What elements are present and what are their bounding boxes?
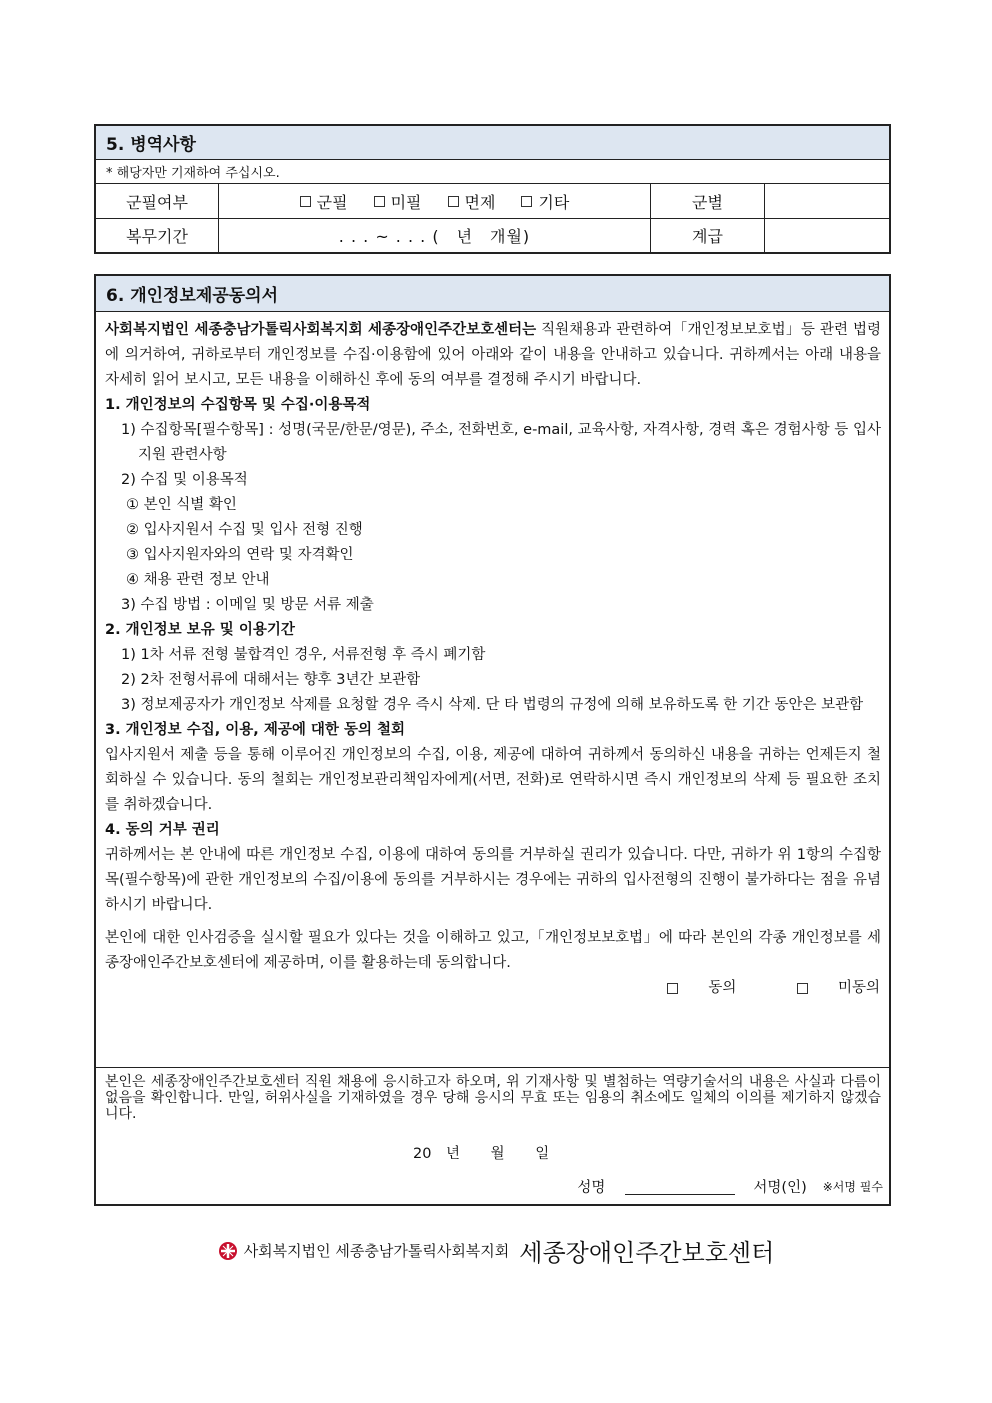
name-field[interactable] — [625, 1178, 735, 1195]
agreement-text: 본인에 대한 인사검증을 실시할 필요가 있다는 것을 이해하고 있고,「개인정보보호법」에 따라 본인의 각종 개인정보를 세종장애인주간보호센터에 제공하며, 이를 활용하는데 동의합니다. — [105, 930, 881, 971]
military-title: 5. 병역사항 — [96, 126, 889, 160]
item-1-2b: ② 입사지원서 수집 및 입사 전형 진행 — [126, 522, 363, 538]
item-2-2: 2) 2차 전형서류에 대해서는 향후 3년간 보관함 — [121, 672, 421, 688]
option-served[interactable]: 군필 — [300, 190, 348, 213]
sign-label: 서명(인) — [753, 1180, 807, 1196]
declaration-text: 본인은 세종장애인주간보호센터 직원 채용에 응시하고자 하오며, 위 기재사항 및 별첨하는 역량기술서의 내용은 사실과 다름이 없음을 확인합니다. 만일, 허위사실을 기재하였을 경우 당해 응시의 무효 또는 임용의 취소에도 일체의 이의를 제기하지 않겠습니다. — [105, 1074, 881, 1122]
agree-option[interactable]: 동의 — [639, 976, 736, 1001]
consent-section — [94, 274, 891, 1206]
section-1-title: 1. 개인정보의 수집항목 및 수집·이용목적 — [105, 397, 371, 413]
checkbox-icon[interactable] — [448, 196, 459, 207]
option-other[interactable]: 기타 — [521, 190, 569, 213]
intro-paragraph: 사회복지법인 세종충남가톨릭사회복지회 세종장애인주간보호센터는 직원채용과 관련하여「개인정보보호법」등 관련 법령에 의거하여, 귀하로부터 개인정보를 수집·이용함에 있어 아래와 같이 내용을 안내하고 있습니다. 귀하께서는 아래 내용을 자세히 읽어 보시고, 모든 내용을 이해하신 후에 동의 여부를 결정해 주시기 바랍니다. — [105, 322, 881, 388]
footer-org: 사회복지법인 세종충남가톨릭사회복지회 — [243, 1242, 510, 1260]
military-status-row — [96, 184, 889, 218]
footer — [0, 1233, 992, 1268]
item-1-2d: ④ 채용 관련 정보 안내 — [126, 572, 270, 588]
section-4-text: 귀하께서는 본 안내에 따른 개인정보 수집, 이용에 대하여 동의를 거부하실 권리가 있습니다. 다만, 귀하가 위 1항의 수집항목(필수항목)에 관한 개인정보의 수집/이용에 동의를 거부하시는 경우에는 귀하의 입사전형의 진행이 불가하다는 점을 유념하시기 바랍니다. — [105, 847, 881, 913]
service-period-label: 복무기간 — [96, 219, 219, 252]
catholic-cross-logo-icon — [218, 1241, 238, 1261]
checkbox-icon[interactable] — [300, 196, 311, 207]
item-1-2a: ① 본인 식별 확인 — [126, 497, 237, 513]
military-status-label: 군필여부 — [96, 184, 219, 218]
checkbox-icon[interactable] — [521, 196, 532, 207]
date-day[interactable]: 일 — [535, 1146, 550, 1162]
section-2-title: 2. 개인정보 보유 및 이용기간 — [105, 622, 295, 638]
service-period-field[interactable]: . . . ~ . . . ( 년 개월) — [219, 219, 651, 252]
sign-required-note: ※서명 필수 — [822, 1180, 883, 1194]
rank-label: 계급 — [651, 219, 765, 252]
checkbox-icon[interactable] — [667, 983, 678, 994]
agreement-choices — [105, 976, 881, 1003]
date-line — [413, 1142, 575, 1163]
divider — [96, 1067, 889, 1068]
branch-field[interactable] — [765, 184, 889, 218]
military-note: * 해당자만 기재하여 주십시오. — [96, 160, 889, 184]
item-1-3: 3) 수집 방법 : 이메일 및 방문 서류 제출 — [121, 597, 374, 613]
disagree-option[interactable]: 미동의 — [769, 976, 880, 1001]
item-1-1: 1) 수집항목[필수항목] : 성명(국문/한문/영문), 주소, 전화번호, e-mail, 교육사항, 자격사항, 경력 혹은 경험사항 등 입사지원 관련사항 — [121, 422, 881, 463]
section-3-text: 입사지원서 제출 등을 통해 이루어진 개인정보의 수집, 이용, 제공에 대하여 귀하께서 동의하신 내용을 귀하는 언제든지 철회하실 수 있습니다. 동의 철회는 개인정보관리책임자에게(서면, 전화)로 연락하시면 즉시 개인정보의 삭제 등 필요한 조치를 취하겠습니다. — [105, 747, 881, 813]
military-period-row — [96, 218, 889, 252]
checkbox-icon[interactable] — [797, 983, 808, 994]
intro-org: 사회복지법인 세종충남가톨릭사회복지회 세종장애인주간보호센터는 — [105, 322, 537, 338]
item-2-1: 1) 1차 서류 전형 불합격인 경우, 서류전형 후 즉시 폐기함 — [121, 647, 486, 663]
section-4-title: 4. 동의 거부 권리 — [105, 822, 220, 838]
name-label: 성명 — [577, 1180, 606, 1196]
checkbox-icon[interactable] — [374, 196, 385, 207]
consent-body — [96, 312, 889, 1003]
footer-center: 세종장애인주간보호센터 — [519, 1239, 775, 1267]
date-month[interactable]: 월 — [490, 1146, 505, 1162]
option-exempt[interactable]: 면제 — [448, 190, 496, 213]
signature-line — [577, 1176, 883, 1197]
rank-field[interactable] — [765, 219, 889, 252]
military-status-options — [219, 184, 651, 218]
item-1-2c: ③ 입사지원자와의 연락 및 자격확인 — [126, 547, 354, 563]
date-year[interactable]: 20 년 — [413, 1146, 460, 1162]
military-section — [94, 124, 891, 254]
consent-title: 6. 개인정보제공동의서 — [96, 276, 889, 312]
item-2-3: 3) 정보제공자가 개인정보 삭제를 요청할 경우 즉시 삭제. 단 타 법령의 규정에 의해 보유하도록 한 기간 동안은 보관함 — [121, 697, 864, 713]
item-1-2: 2) 수집 및 이용목적 — [121, 472, 248, 488]
branch-label: 군별 — [651, 184, 765, 218]
section-3-title: 3. 개인정보 수집, 이용, 제공에 대한 동의 철회 — [105, 722, 406, 738]
option-not-served[interactable]: 미필 — [374, 190, 422, 213]
